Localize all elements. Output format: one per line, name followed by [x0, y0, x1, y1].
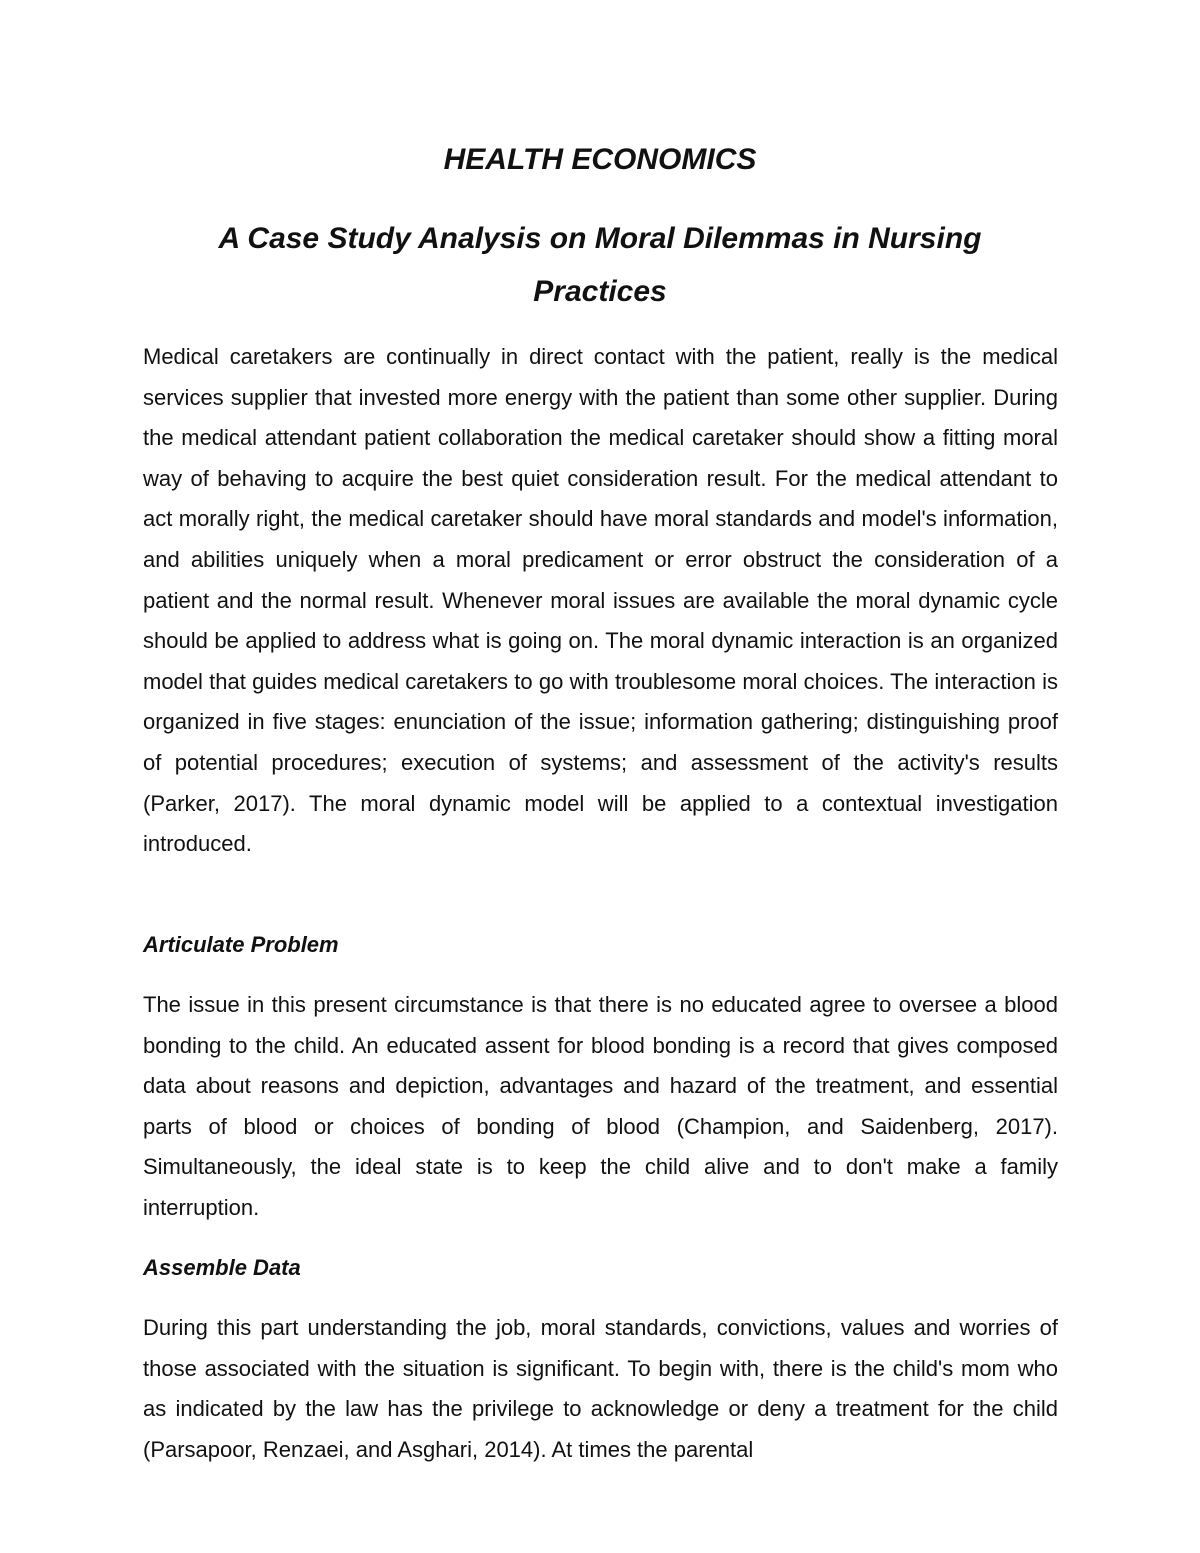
articulate-problem-paragraph: The issue in this present circumstance is that there is no educated agree to oversee a blood bonding to the child. An educated assent for blood bonding is a record that gives composed data about reasons and depiction, advantages and hazard of the treatment, and essential parts of blood or choices of bonding of blood (Champion, and Saidenberg, 2017). Simultaneously, the ideal state is to keep the child alive and to don't make a family interruption. [143, 992, 1058, 1220]
document-subtitle: A Case Study Analysis on Moral Dilemmas in Nursing Practices [218, 222, 982, 308]
intro-paragraph: Medical caretakers are continually in direct contact with the patient, really is the medical services supplier that invested more energy with the patient than some other supplier. During the medical attendant patient collaboration the medical caretaker should show a fitting moral way of behaving to acquire the best quiet consideration result. For the medical attendant to act morally right, the medical caretaker should have moral standards and model's information, and abilities uniquely when a moral predicament or error obstruct the consideration of a patient and the normal result. Whenever moral issues are available the moral dynamic cycle should be applied to address what is going on. The moral dynamic interaction is an organized model that guides medical caretakers to go with troublesome moral choices. The interaction is organized in five stages: enunciation of the issue; information gathering; distinguishing proof of potential procedures; execution of systems; and assessment of the activity's results (Parker, 2017). The moral dynamic model will be applied to a contextual investigation introduced. [143, 344, 1058, 857]
section-heading-assemble-data: Assemble Data [143, 1255, 301, 1280]
document-title: HEALTH ECONOMICS [443, 143, 757, 176]
section-heading-articulate-problem: Articulate Problem [143, 932, 339, 957]
assemble-data-paragraph: During this part understanding the job, moral standards, convictions, values and worries of those associated with the situation is significant. To begin with, there is the child's mom who as indicated by the law has the privilege to acknowledge or deny a treatment for the child (Parsapoor, Renzaei, and Asghari, 2014). At times the parental [143, 1315, 1058, 1462]
